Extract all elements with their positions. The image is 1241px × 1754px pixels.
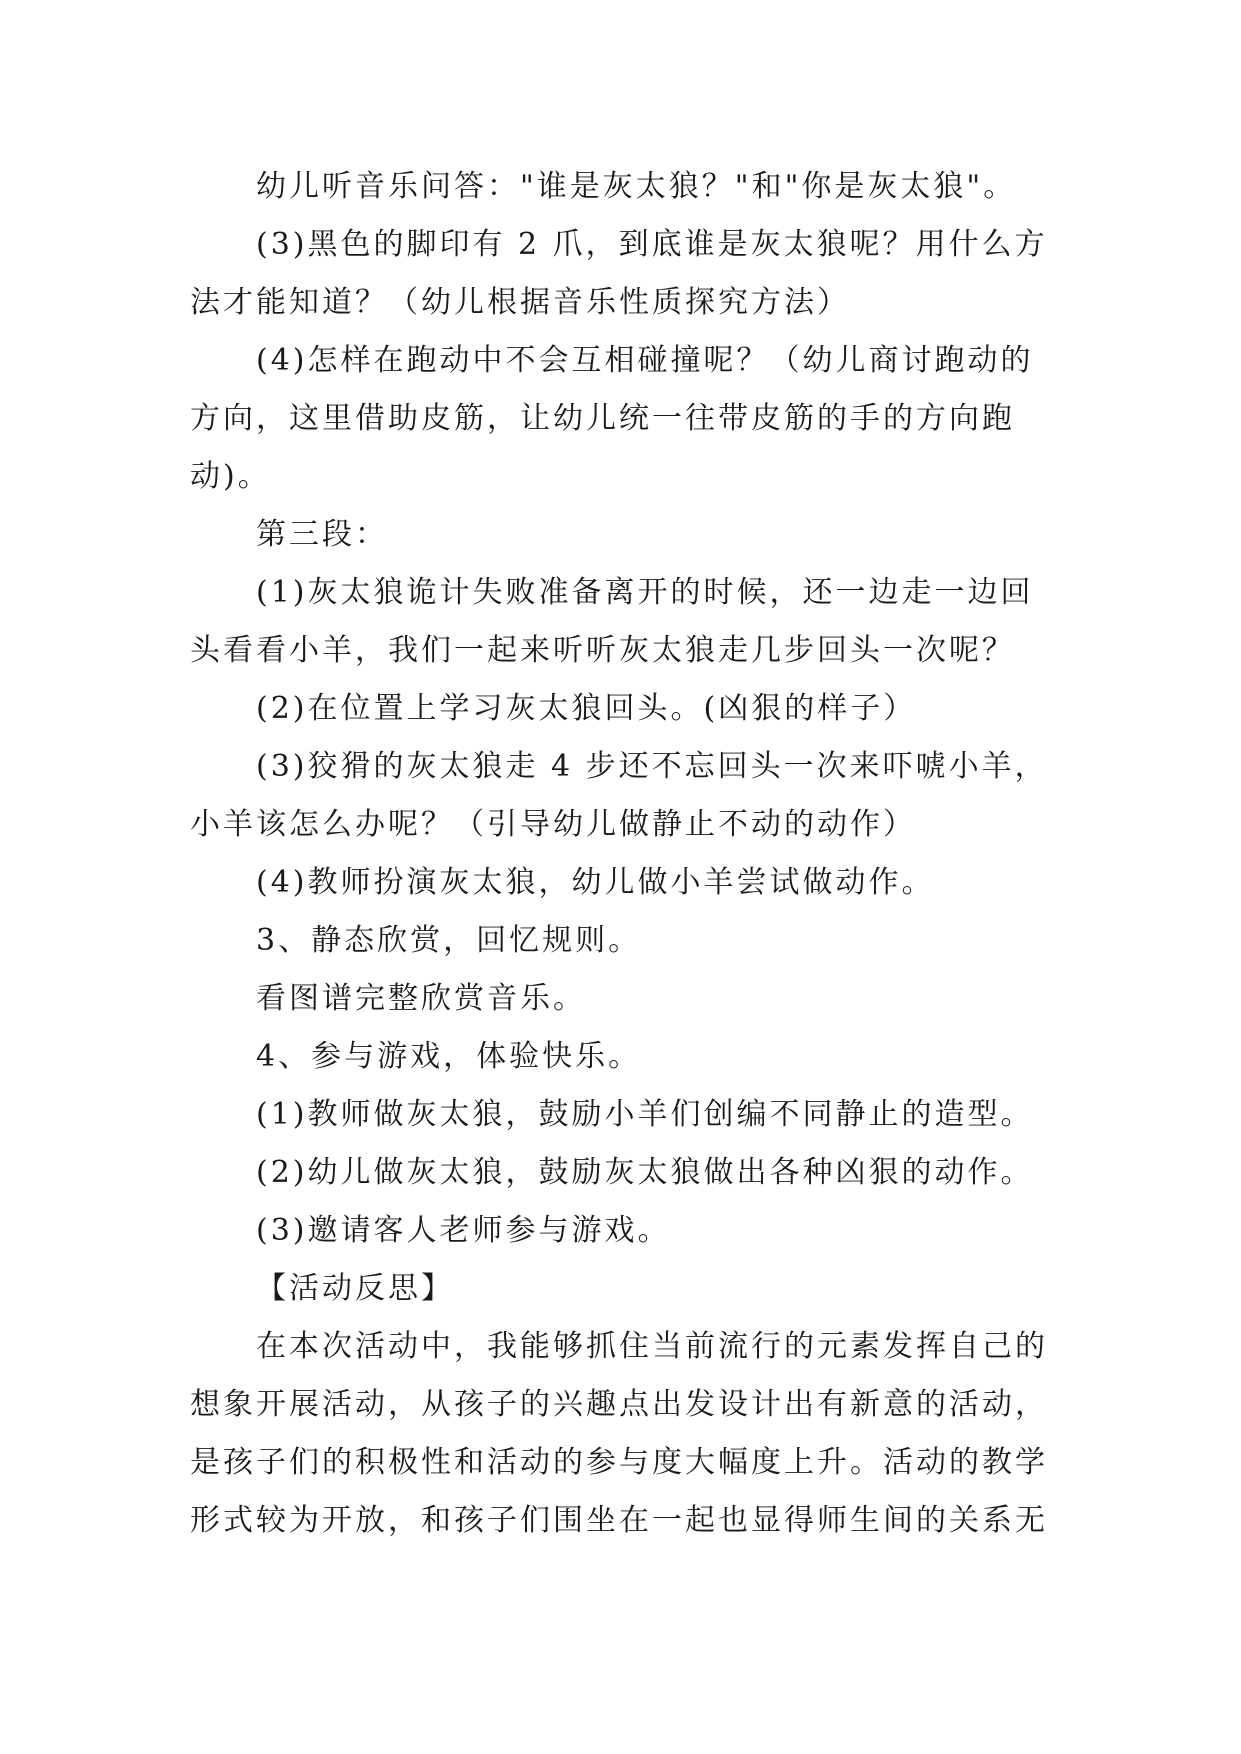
section-heading: 第三段：: [256, 517, 388, 552]
text-line: 3、静态欣赏，回忆规则。: [256, 923, 642, 958]
text-line: 幼儿听音乐问答："谁是灰太狼？"和"你是灰太狼"。: [256, 169, 1017, 204]
text-line: (1)教师做灰太狼，鼓励小羊们创编不同静止的造型。: [256, 1097, 1034, 1132]
text-line: 想象开展活动，从孩子的兴趣点出发设计出有新意的活动，: [190, 1387, 1048, 1422]
text-line: 动)。: [190, 459, 271, 494]
text-line: 头看看小羊，我们一起来听听灰太狼走几步回头一次呢？: [190, 633, 1015, 668]
text-line: 小羊该怎么办呢？（引导幼儿做静止不动的动作）: [190, 807, 916, 842]
text-line: 法才能知道？（幼儿根据音乐性质探究方法）: [190, 285, 850, 320]
text-line: 形式较为开放，和孩子们围坐在一起也显得师生间的关系无: [190, 1503, 1048, 1538]
text-line: (3)狡猾的灰太狼走 4 步还不忘回头一次来吓唬小羊，: [256, 749, 1048, 784]
text-line: 看图谱完整欣赏音乐。: [256, 981, 586, 1016]
section-heading: 【活动反思】: [256, 1271, 454, 1306]
text-line: 4、参与游戏，体验快乐。: [256, 1039, 642, 1074]
text-line: (1)灰太狼诡计失败准备离开的时候，还一边走一边回: [256, 575, 1034, 610]
document-page: [190, 158, 1070, 1550]
text-line: (4)教师扮演灰太狼，幼儿做小羊尝试做动作。: [256, 865, 935, 900]
text-line: (2)在位置上学习灰太狼回头。(凶狠的样子）: [256, 691, 917, 726]
text-line: (2)幼儿做灰太狼，鼓励灰太狼做出各种凶狠的动作。: [256, 1155, 1034, 1190]
text-line: 方向，这里借助皮筋，让幼儿统一往带皮筋的手的方向跑: [190, 401, 1015, 436]
text-line: 是孩子们的积极性和活动的参与度大幅度上升。活动的教学: [190, 1445, 1048, 1480]
text-line: 在本次活动中，我能够抓住当前流行的元素发挥自己的: [256, 1329, 1048, 1364]
text-line: (3)邀请客人老师参与游戏。: [256, 1213, 671, 1248]
text-line: (4)怎样在跑动中不会互相碰撞呢？（幼儿商讨跑动的: [256, 343, 1034, 378]
text-line: (3)黑色的脚印有 2 爪，到底谁是灰太狼呢？用什么方: [256, 227, 1048, 262]
